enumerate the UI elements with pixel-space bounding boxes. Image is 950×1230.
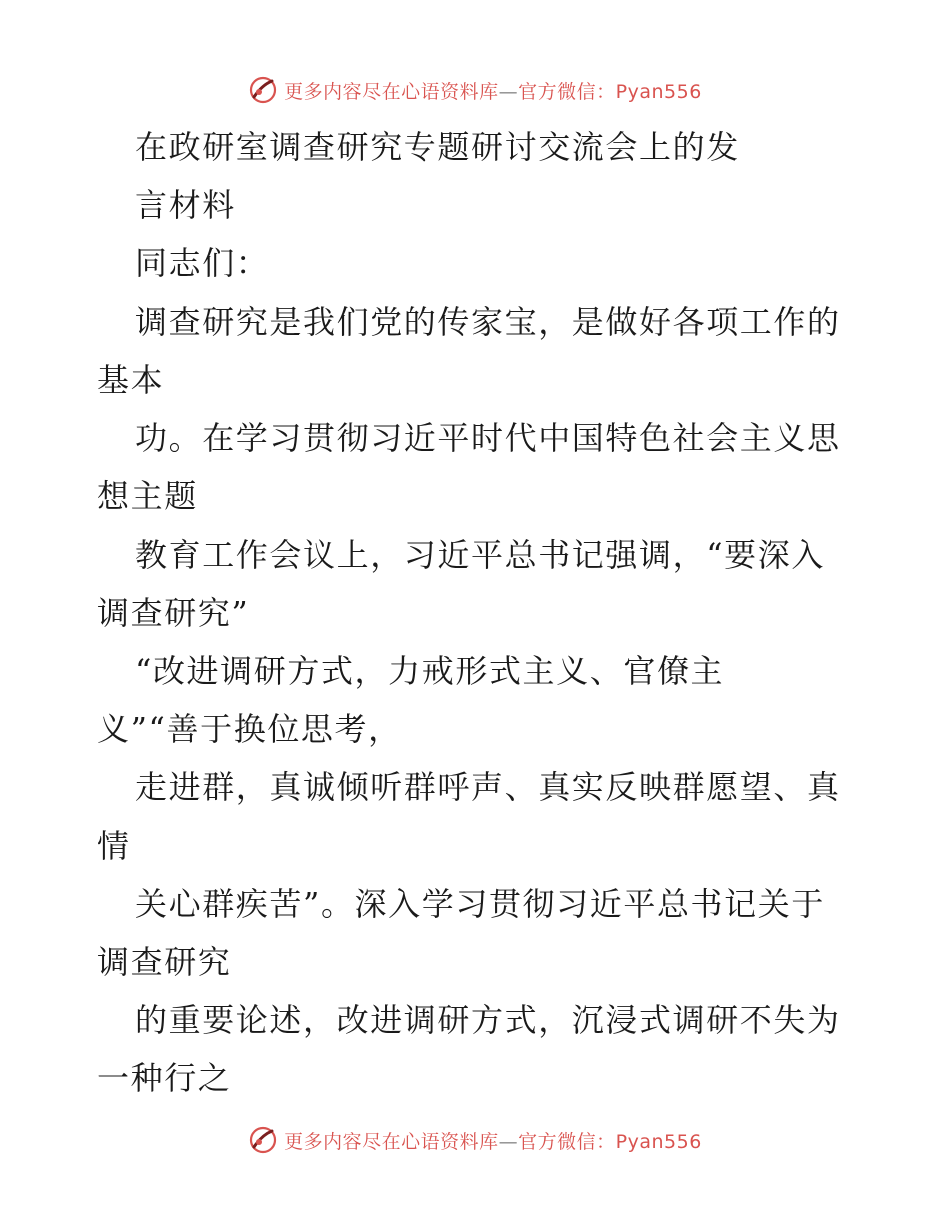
watermark-separator: — [498, 80, 519, 103]
watermark-contact: 官方微信：Pyan556 [518, 1130, 702, 1153]
watermark-contact: 官方微信：Pyan556 [518, 80, 702, 103]
watermark-brand: 更多内容尽在心语资料库 [284, 1130, 499, 1153]
paragraph-line: 走进群，真诚倾听群呼声、真实反映群愿望、真 [135, 768, 841, 806]
paragraph-line: 关心群疾苦”。深入学习贯彻习近平总书记关于 [135, 885, 825, 923]
salutation: 同志们： [135, 244, 270, 282]
paragraph-line: 教育工作会议上，习近平总书记强调，“要深入 [135, 536, 825, 574]
paragraph-line: 义”“善于换位思考， [97, 710, 402, 748]
brush-logo-icon [248, 1125, 278, 1155]
paragraph-line: 基本 [97, 361, 165, 399]
watermark-text [284, 1127, 702, 1154]
paragraph-line: 想主题 [97, 477, 198, 515]
paragraph-line: 一种行之 [97, 1059, 232, 1097]
watermark-footer [0, 1120, 950, 1160]
paragraph-line: “改进调研方式，力戒形式主义、官僚主 [135, 652, 725, 690]
watermark-separator: — [498, 1130, 519, 1153]
doc-title-line-1: 在政研室调查研究专题研讨交流会上的发 [135, 128, 740, 166]
paragraph-line: 调查研究 [97, 943, 232, 981]
paragraph-line: 的重要论述，改进调研方式，沉浸式调研不失为 [135, 1001, 841, 1039]
paragraph-line: 调查研究是我们党的传家宝，是做好各项工作的 [135, 303, 841, 341]
paragraph-line: 调查研究” [97, 594, 250, 632]
paragraph-line: 功。在学习贯彻习近平时代中国特色社会主义思 [135, 419, 841, 457]
watermark-brand: 更多内容尽在心语资料库 [284, 80, 499, 103]
paragraph-line: 情 [97, 827, 131, 865]
doc-title-line-2: 言材料 [135, 186, 236, 224]
